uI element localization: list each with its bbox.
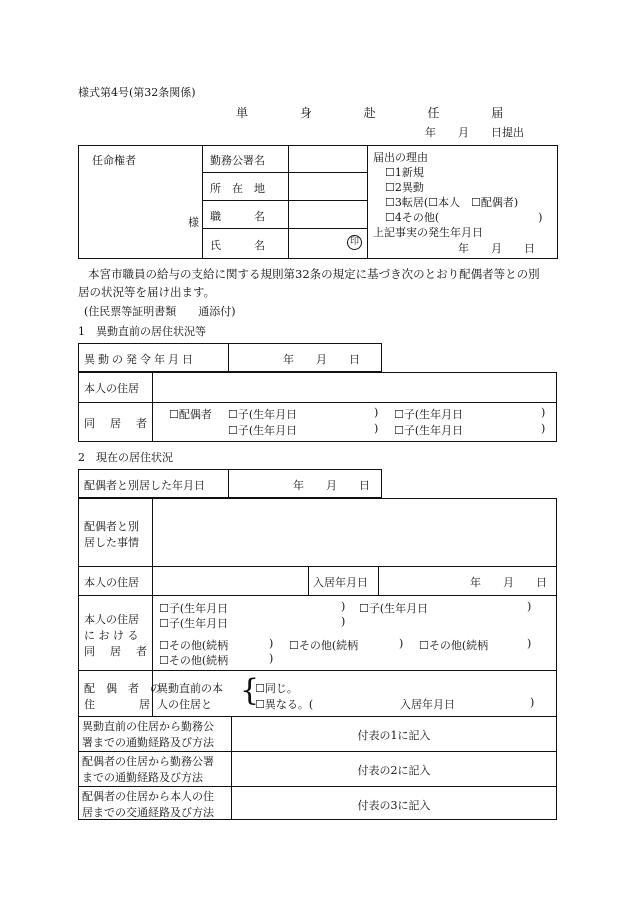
- position-field[interactable]: [292, 204, 364, 226]
- current-cohab-label-3: 同 居 者: [84, 645, 149, 658]
- transfer-date-label: 異動の発令年月日: [84, 353, 196, 366]
- different-home-checkbox[interactable]: ☐異なる。(: [255, 698, 314, 711]
- prior-child-4-checkbox[interactable]: ☐子(生年月日: [394, 424, 464, 437]
- paren-close: ): [374, 406, 379, 419]
- move-in-date-value[interactable]: 年 月 日: [470, 576, 547, 589]
- reason-transfer-checkbox[interactable]: ☐2異動: [385, 181, 424, 194]
- reason-relocation-checkbox[interactable]: ☐3転居(☐本人 ☐配偶者): [385, 196, 519, 209]
- route-1-label-2: 署までの通勤経路及び方法: [82, 736, 214, 749]
- route-1-label-1: 異動直前の住居から勤務公: [82, 720, 214, 733]
- route-1-value: 付表の1に記入: [357, 729, 431, 742]
- paren-close: ): [541, 422, 546, 435]
- paren-close: ): [269, 637, 274, 650]
- route-2-value: 付表の2に記入: [357, 764, 431, 777]
- transfer-date-value[interactable]: 年 月 日: [283, 353, 360, 366]
- appointer-label: 任命権者: [92, 154, 136, 167]
- current-child-1-checkbox[interactable]: ☐子(生年月日: [159, 602, 229, 615]
- reason-new-checkbox[interactable]: ☐1新規: [385, 166, 424, 179]
- paren-close: ): [527, 637, 532, 650]
- form-id: 様式第4号(第32条関係): [78, 86, 196, 99]
- occurrence-date-value[interactable]: 年 月 日: [458, 242, 535, 255]
- section-2-heading: 2 現在の居住状況: [78, 451, 173, 464]
- prior-child-2-checkbox[interactable]: ☐子(生年月日: [394, 408, 464, 421]
- name-label: 氏 名: [210, 239, 265, 252]
- current-address-field[interactable]: [156, 570, 304, 592]
- intro-line-2: 居の状況等を届け出ます。: [78, 285, 216, 299]
- same-home-checkbox[interactable]: ☐同じ。: [255, 682, 298, 695]
- prev-home-label-2: 人の住居と: [157, 698, 212, 711]
- current-cohab-label-1: 本人の住居: [84, 613, 139, 626]
- separation-reason-label-1: 配偶者と別: [84, 520, 139, 533]
- reason-other-checkbox[interactable]: ☐4その他( ): [385, 211, 543, 224]
- prior-spouse-checkbox[interactable]: ☐配偶者: [169, 408, 212, 421]
- move-in-date-label: 入居年月日: [313, 576, 368, 589]
- intro-line-1: 本宮市職員の給与の支給に関する規則第32条の規定に基づき次のとおり配偶者等との別: [88, 267, 540, 281]
- attachment-note: (住民票等証明書類 通添付): [84, 305, 236, 318]
- current-other-2-checkbox[interactable]: ☐その他(続柄: [289, 639, 359, 652]
- brace-icon: {: [240, 673, 260, 708]
- paren-close: ): [341, 600, 346, 613]
- spouse-home-label-2: 住 居: [84, 698, 150, 711]
- paren-close: ): [341, 615, 346, 628]
- paren-close: ): [541, 406, 546, 419]
- current-child-3-checkbox[interactable]: ☐子(生年月日: [159, 617, 229, 630]
- paren-close: ): [269, 652, 274, 665]
- prior-child-3-checkbox[interactable]: ☐子(生年月日: [228, 424, 298, 437]
- paren-close: ): [527, 600, 532, 613]
- submission-date[interactable]: 年 月 日提出: [425, 126, 524, 139]
- sama-label: 様: [188, 216, 199, 229]
- route-3-label-1: 配偶者の住居から本人の住: [82, 790, 214, 803]
- section-1-heading: 1 異動直前の居住状況等: [78, 325, 206, 338]
- paren-close: ): [399, 637, 404, 650]
- address-label: 所 在 地: [210, 182, 265, 195]
- prior-address-field[interactable]: [156, 378, 552, 398]
- prior-child-1-checkbox[interactable]: ☐子(生年月日: [228, 408, 298, 421]
- page-title: 単 身 赴 任 届: [236, 106, 528, 120]
- position-label: 職 名: [210, 210, 265, 223]
- separation-date-value[interactable]: 年 月 日: [293, 479, 370, 492]
- separation-date-label: 配偶者と別居した年月日: [84, 479, 205, 492]
- current-other-1-checkbox[interactable]: ☐その他(続柄: [159, 639, 229, 652]
- occurrence-date-label: 上記事実の発生年月日: [373, 226, 483, 239]
- seal-icon: 印: [347, 235, 362, 250]
- office-field[interactable]: [292, 152, 364, 170]
- current-child-2-checkbox[interactable]: ☐子(生年月日: [359, 602, 429, 615]
- separation-reason-label-2: 居した事情: [84, 536, 139, 549]
- address-field[interactable]: [292, 176, 364, 198]
- prior-address-label: 本人の住居: [84, 382, 139, 395]
- current-other-3-checkbox[interactable]: ☐その他(続柄: [419, 639, 489, 652]
- name-field[interactable]: [292, 232, 342, 254]
- office-label: 勤務公署名: [210, 154, 265, 167]
- route-2-label-2: までの通勤経路及び方法: [82, 771, 203, 784]
- route-3-label-2: 居までの交通経路及び方法: [82, 806, 214, 819]
- paren-close: ): [374, 422, 379, 435]
- route-3-value: 付表の3に記入: [357, 799, 431, 812]
- separation-reason-field[interactable]: [156, 504, 552, 562]
- current-cohab-label-2: に お け る: [84, 629, 139, 642]
- route-2-label-1: 配偶者の住居から勤務公署: [82, 755, 214, 768]
- spouse-home-label-1: 配 偶 者 の: [84, 682, 161, 695]
- current-other-4-checkbox[interactable]: ☐その他(続柄: [159, 654, 229, 667]
- diff-move-in-label: 入居年月日: [400, 698, 455, 711]
- current-address-label: 本人の住居: [84, 576, 139, 589]
- prior-cohabitant-label: 同 居 者: [84, 417, 149, 430]
- paren-close: ): [530, 696, 535, 709]
- reason-title: 届出の理由: [373, 151, 428, 164]
- prev-home-label-1: 異動直前の本: [157, 682, 223, 695]
